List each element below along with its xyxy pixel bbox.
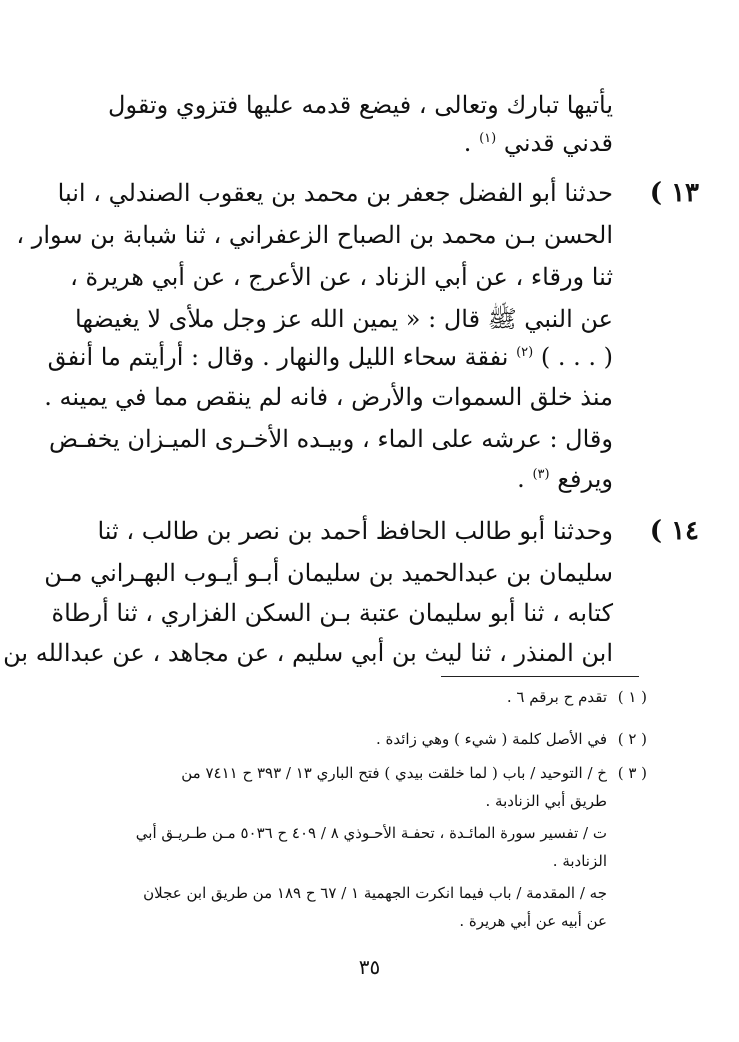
footnote-text: جه / المقدمة / باب فيما انكرت الجهمية ١ / ٦٧ ح ١٨٩ من طريق ابن عجلان xyxy=(143,884,607,902)
footnote-ref: (١) xyxy=(479,131,497,146)
footnote-text: في الأصل كلمة ( شيء ) وهي زائدة . xyxy=(375,730,607,748)
text-segment: ( . . . ) xyxy=(540,343,613,371)
text-segment: قدني قدني xyxy=(503,129,613,157)
text-line: سليمان بن عبدالحميد بن سليمان أبـو أيـوب البهـراني مـن xyxy=(44,559,613,587)
footnote-number: ( ٢ ) xyxy=(617,730,647,748)
text-line: كتابه ، ثنا أبو سليمان عتبة بـن السكن الفزاري ، ثنا أرطاة xyxy=(51,599,613,627)
text-line xyxy=(517,462,613,496)
text-line xyxy=(464,126,613,160)
text-line: حدثنا أبو الفضل جعفر بن محمد بن يعقوب الصندلي ، انبا xyxy=(57,179,613,207)
footnote-separator xyxy=(441,676,639,677)
hadith-number: ١٤ ) xyxy=(649,516,699,546)
text-segment: ويرفع xyxy=(557,465,613,493)
text-line: ابن المنذر ، ثنا ليث بن أبي سليم ، عن مجاهد ، عن عبدالله بن xyxy=(3,639,613,667)
footnote-number: ( ٣ ) xyxy=(617,764,647,782)
page-number: ٣٥ xyxy=(358,955,381,979)
text-segment: . xyxy=(517,465,525,493)
footnote-text: تقدم ح برقم ٦ . xyxy=(506,688,607,706)
text-line: يأتيها تبارك وتعالى ، فيضع قدمه عليها فتزوي وتقول xyxy=(108,91,613,119)
text-line: الحسن بـن محمد بن الصباح الزعفراني ، ثنا شبابة بن سوار ، xyxy=(16,221,613,249)
text-segment: نفقة سحاء الليل والنهار . وقال : أرأيتم ما أنفق xyxy=(47,343,509,371)
footnote-number: ( ١ ) xyxy=(617,688,647,706)
footnote-text: طريق أبي الزنادبة . xyxy=(485,792,607,810)
footnote-text: الزنادبة . xyxy=(552,852,607,870)
text-line: وحدثنا أبو طالب الحافظ أحمد بن نصر بن طالب ، ثنا xyxy=(97,517,613,545)
footnote-text: ت / تفسير سورة المائـدة ، تحفـة الأحـوذي ٨ / ٤٠٩ ح ٥٠٣٦ مـن طـريـق أبي xyxy=(135,824,607,842)
text-line: وقال : عرشه على الماء ، وبيـده الأخـرى الميـزان يخفـض xyxy=(49,425,613,453)
hadith-number: ١٣ ) xyxy=(649,178,699,208)
footnote-text: خ / التوحيد / باب ( لما خلقت بيدي ) فتح الباري ١٣ / ٣٩٣ ح ٧٤١١ من xyxy=(181,764,607,782)
text-line: عن النبي ﷺ قال : « يمين الله عز وجل ملأى لا يغيضها xyxy=(75,305,613,333)
text-segment: . xyxy=(463,129,472,157)
text-line xyxy=(47,340,613,374)
footnote-ref: (٣) xyxy=(532,467,550,482)
footnote-ref: (٢) xyxy=(516,345,534,360)
text-line: منذ خلق السموات والأرض ، فانه لم ينقص مما في يمينه . xyxy=(44,383,613,411)
text-line: ثنا ورقاء ، عن أبي الزناد ، عن الأعرج ، عن أبي هريرة ، xyxy=(70,263,613,291)
footnote-text: عن أبيه عن أبي هريرة . xyxy=(459,912,607,930)
